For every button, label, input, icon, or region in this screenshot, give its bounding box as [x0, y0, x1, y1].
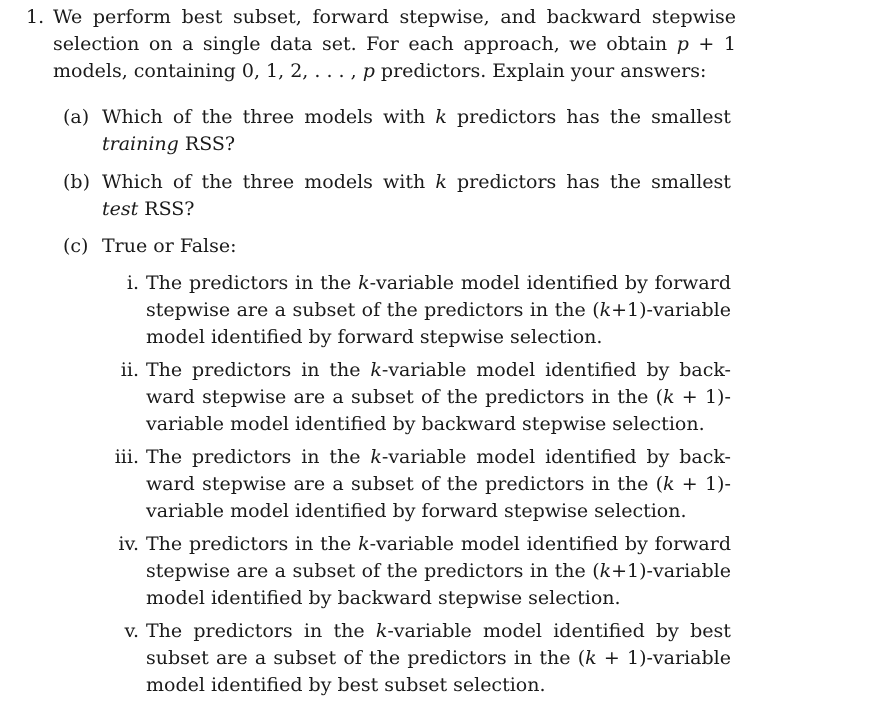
part-a-label: (a) [63, 106, 90, 128]
subpart-v-line-3: model identified by best subset selection. [146, 674, 546, 696]
subpart-v-line-1: The predictors in the k-variable model identified by best [146, 620, 731, 642]
problem-intro [53, 4, 736, 85]
part-c-body [102, 233, 731, 260]
subpart-v-label: v. [124, 620, 139, 642]
part-a-line-1: Which of the three models with k predictors has the smallest [102, 106, 731, 128]
subpart-iv-body [146, 531, 731, 612]
subpart-i-label: i. [126, 272, 139, 294]
subpart-ii-line-1: The predictors in the k-variable model identified by back- [146, 359, 731, 381]
part-a-body [102, 104, 731, 158]
part-b-label: (b) [63, 171, 90, 193]
part-a-line-2: training RSS? [102, 133, 236, 155]
problem-number: 1. [26, 6, 45, 28]
subpart-v-line-2: subset are a subset of the predictors in the (k + 1)-variable [146, 647, 731, 669]
subpart-iv-line-1: The predictors in the k-variable model identified by forward [146, 533, 731, 555]
subpart-iii-label: iii. [114, 446, 139, 468]
subpart-iii-body [146, 444, 731, 525]
subpart-i-line-3: model identified by forward stepwise selection. [146, 326, 603, 348]
part-c-label: (c) [63, 235, 89, 257]
subpart-i-body [146, 270, 731, 351]
intro-line-3: models, containing 0, 1, 2, . . . , p predictors. Explain your answers: [53, 60, 707, 82]
subpart-ii-body [146, 357, 731, 438]
subpart-iv-line-3: model identified by backward stepwise selection. [146, 587, 621, 609]
subpart-iv-label: iv. [118, 533, 139, 555]
intro-line-1: We perform best subset, forward stepwise, and backward stepwise [53, 6, 736, 28]
subpart-ii-label: ii. [120, 359, 139, 381]
intro-line-2: selection on a single data set. For each approach, we obtain p + 1 [53, 33, 736, 55]
subpart-i-line-1: The predictors in the k-variable model identified by forward [146, 272, 731, 294]
subpart-iii-line-1: The predictors in the k-variable model identified by back- [146, 446, 731, 468]
part-c-line-1: True or False: [102, 235, 237, 257]
subpart-iii-line-3: variable model identified by forward stepwise selection. [146, 500, 687, 522]
part-b-line-2: test RSS? [102, 198, 195, 220]
subpart-i-line-2: stepwise are a subset of the predictors in the (k+1)-variable [146, 299, 731, 321]
part-b-line-1: Which of the three models with k predictors has the smallest [102, 171, 731, 193]
part-b-body [102, 169, 731, 223]
subpart-iv-line-2: stepwise are a subset of the predictors in the (k+1)-variable [146, 560, 731, 582]
subpart-ii-line-2: ward stepwise are a subset of the predictors in the (k + 1)- [146, 386, 731, 408]
subpart-v-body [146, 618, 731, 699]
subpart-ii-line-3: variable model identified by backward stepwise selection. [146, 413, 705, 435]
subpart-iii-line-2: ward stepwise are a subset of the predictors in the (k + 1)- [146, 473, 731, 495]
